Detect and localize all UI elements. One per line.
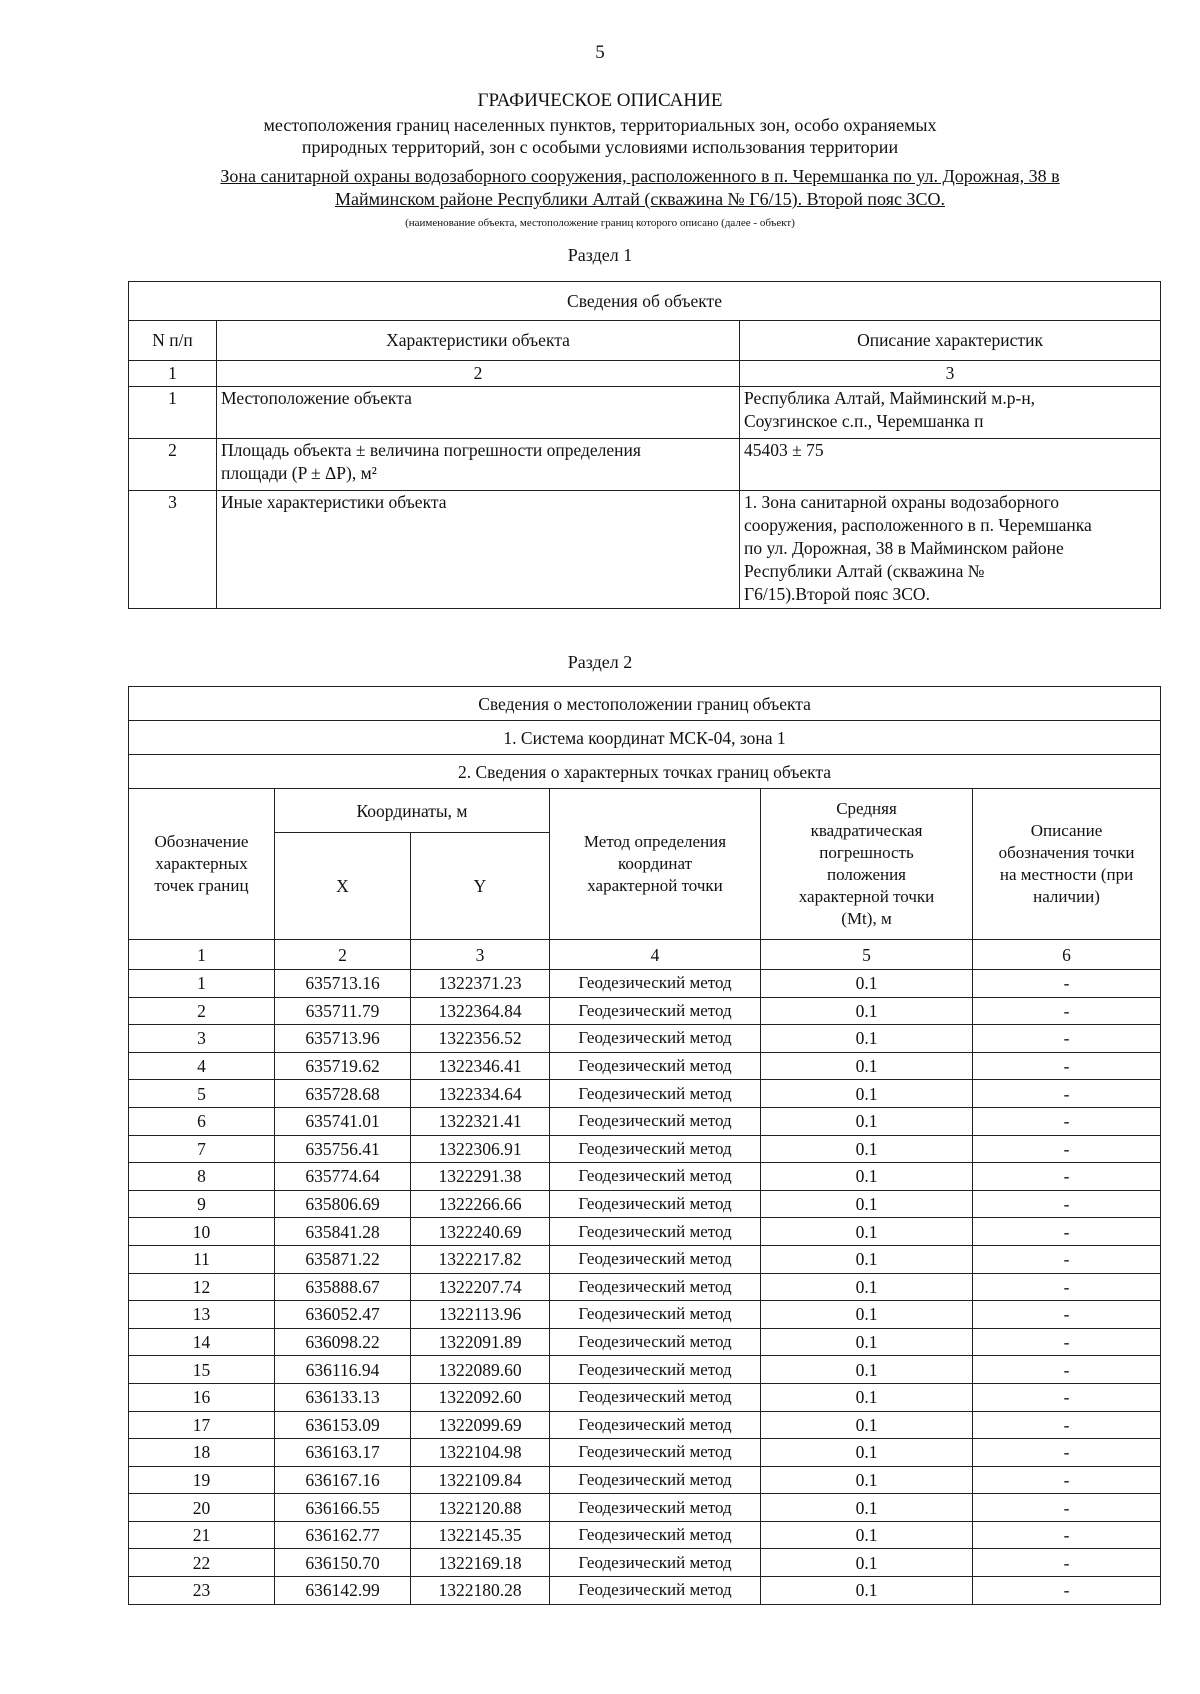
- coord-x: 635713.96: [275, 1025, 411, 1053]
- table-row: [129, 1025, 1161, 1053]
- mean-error: 0.1: [761, 1025, 973, 1053]
- column-number: 1: [129, 940, 275, 970]
- text-line: положения: [826, 865, 906, 884]
- coord-y: 1322091.89: [411, 1328, 550, 1356]
- point-description: -: [973, 1135, 1161, 1163]
- table-row: [129, 1411, 1161, 1439]
- coord-x: 635756.41: [275, 1135, 411, 1163]
- method: Геодезический метод: [550, 1411, 761, 1439]
- text-line: сооружения, расположенного в п. Черемшанка: [744, 515, 1092, 535]
- text-line: Обозначение: [154, 832, 249, 851]
- text-line: координат: [617, 854, 693, 873]
- table-row: [129, 439, 1161, 491]
- header-description: [973, 789, 1161, 940]
- text-line: характерных: [155, 854, 248, 873]
- coord-y: 1322145.35: [411, 1521, 550, 1549]
- text-line: Описание: [1030, 821, 1103, 840]
- row-number: 1: [129, 387, 217, 439]
- table-row: [129, 387, 1161, 439]
- column-header: N п/п: [129, 321, 217, 361]
- text-line: квадратическая: [810, 821, 923, 840]
- point-description: -: [973, 1521, 1161, 1549]
- column-number: 3: [740, 361, 1161, 387]
- table-row: [129, 1466, 1161, 1494]
- method: Геодезический метод: [550, 1301, 761, 1329]
- mean-error: 0.1: [761, 1439, 973, 1467]
- text-line: 1. Зона санитарной охраны водозаборного: [744, 492, 1060, 512]
- coord-y: 1322104.98: [411, 1439, 550, 1467]
- coord-x: 636150.70: [275, 1549, 411, 1577]
- table-row: [129, 1301, 1161, 1329]
- coord-x: 636166.55: [275, 1494, 411, 1522]
- coord-y: 1322291.38: [411, 1163, 550, 1191]
- characteristic-description: 45403 ± 75: [740, 439, 1161, 491]
- coord-x: 636142.99: [275, 1577, 411, 1605]
- point-description: -: [973, 1328, 1161, 1356]
- mean-error: 0.1: [761, 1494, 973, 1522]
- table-row: [129, 1328, 1161, 1356]
- header-method: [550, 789, 761, 940]
- coordinate-system: 1. Система координат МСК-04, зона 1: [129, 721, 1161, 755]
- text-line: точек границ: [154, 876, 249, 895]
- table-row: [129, 1190, 1161, 1218]
- header-x: X: [275, 833, 411, 940]
- object-name-hint: (наименование объекта, местоположение границ которого описано (далее - объект): [405, 217, 795, 229]
- point-description: -: [973, 1245, 1161, 1273]
- point-number: 2: [129, 997, 275, 1025]
- coord-x: 635888.67: [275, 1273, 411, 1301]
- characteristic: Иные характеристики объекта: [217, 491, 740, 609]
- coord-y: 1322120.88: [411, 1494, 550, 1522]
- mean-error: 0.1: [761, 970, 973, 998]
- column-number: 2: [217, 361, 740, 387]
- characteristic: Местоположение объекта: [217, 387, 740, 439]
- text-line: Соузгинское с.п., Черемшанка п: [744, 411, 984, 431]
- mean-error: 0.1: [761, 1080, 973, 1108]
- coord-y: 1322207.74: [411, 1273, 550, 1301]
- method: Геодезический метод: [550, 970, 761, 998]
- coord-y: 1322240.69: [411, 1218, 550, 1246]
- coord-x: 636116.94: [275, 1356, 411, 1384]
- text-line: Республика Алтай, Майминский м.р-н,: [744, 388, 1036, 408]
- method: Геодезический метод: [550, 1107, 761, 1135]
- table-row: [129, 997, 1161, 1025]
- coord-y: 1322266.66: [411, 1190, 550, 1218]
- method: Геодезический метод: [550, 1135, 761, 1163]
- method: Геодезический метод: [550, 1245, 761, 1273]
- coord-y: 1322356.52: [411, 1025, 550, 1053]
- method: Геодезический метод: [550, 1080, 761, 1108]
- method: Геодезический метод: [550, 1163, 761, 1191]
- table-row: [129, 1356, 1161, 1384]
- table-row: [129, 1273, 1161, 1301]
- method: Геодезический метод: [550, 1273, 761, 1301]
- document-subtitle: [0, 114, 1200, 158]
- mean-error: 0.1: [761, 1328, 973, 1356]
- row-number: 2: [129, 439, 217, 491]
- coord-y: 1322089.60: [411, 1356, 550, 1384]
- coord-x: 635741.01: [275, 1107, 411, 1135]
- object-info-table: [128, 281, 1161, 609]
- characteristic-description: [740, 491, 1161, 609]
- coord-x: 635711.79: [275, 997, 411, 1025]
- mean-error: 0.1: [761, 1273, 973, 1301]
- mean-error: 0.1: [761, 1218, 973, 1246]
- point-number: 11: [129, 1245, 275, 1273]
- column-number: 3: [411, 940, 550, 970]
- point-number: 21: [129, 1521, 275, 1549]
- text-line: Республики Алтай (скважина №: [744, 561, 985, 581]
- text-line: Метод определения: [583, 832, 727, 851]
- text-line: погрешность: [819, 843, 914, 862]
- point-number: 20: [129, 1494, 275, 1522]
- table-row: [129, 970, 1161, 998]
- method: Геодезический метод: [550, 997, 761, 1025]
- boundary-table-title: Сведения о местоположении границ объекта: [129, 687, 1161, 721]
- subtitle-line: местоположения границ населенных пунктов, территориальных зон, особо охраняемых: [263, 115, 937, 135]
- text-line: площади (P ± ΔP), м²: [221, 463, 377, 483]
- point-description: -: [973, 1080, 1161, 1108]
- subtitle-line: природных территорий, зон с особыми условиями использования территории: [301, 137, 899, 157]
- method: Геодезический метод: [550, 1577, 761, 1605]
- column-number: 5: [761, 940, 973, 970]
- text-line: на местности (при: [999, 865, 1134, 884]
- method: Геодезический метод: [550, 1466, 761, 1494]
- point-number: 13: [129, 1301, 275, 1329]
- mean-error: 0.1: [761, 1135, 973, 1163]
- table-row: [129, 1218, 1161, 1246]
- point-description: -: [973, 1301, 1161, 1329]
- method: Геодезический метод: [550, 1052, 761, 1080]
- coord-x: 635806.69: [275, 1190, 411, 1218]
- mean-error: 0.1: [761, 1245, 973, 1273]
- coord-x: 636133.13: [275, 1383, 411, 1411]
- point-description: -: [973, 1163, 1161, 1191]
- point-number: 10: [129, 1218, 275, 1246]
- column-header: Характеристики объекта: [217, 321, 740, 361]
- coord-y: 1322321.41: [411, 1107, 550, 1135]
- coord-x: 635728.68: [275, 1080, 411, 1108]
- coord-y: 1322092.60: [411, 1383, 550, 1411]
- mean-error: 0.1: [761, 1383, 973, 1411]
- coord-y: 1322099.69: [411, 1411, 550, 1439]
- table-row: [129, 1163, 1161, 1191]
- point-number: 7: [129, 1135, 275, 1163]
- point-number: 15: [129, 1356, 275, 1384]
- coord-x: 636098.22: [275, 1328, 411, 1356]
- object-name-line: Майминском районе Республики Алтай (скважина № Г6/15). Второй пояс ЗСО.: [335, 189, 945, 209]
- table-row: [129, 1577, 1161, 1605]
- coord-y: 1322371.23: [411, 970, 550, 998]
- point-description: -: [973, 1494, 1161, 1522]
- point-description: -: [973, 1107, 1161, 1135]
- mean-error: 0.1: [761, 1577, 973, 1605]
- mean-error: 0.1: [761, 1190, 973, 1218]
- method: Геодезический метод: [550, 1190, 761, 1218]
- point-number: 5: [129, 1080, 275, 1108]
- point-number: 4: [129, 1052, 275, 1080]
- coord-y: 1322217.82: [411, 1245, 550, 1273]
- method: Геодезический метод: [550, 1549, 761, 1577]
- point-number: 19: [129, 1466, 275, 1494]
- point-number: 12: [129, 1273, 275, 1301]
- point-description: -: [973, 970, 1161, 998]
- point-number: 14: [129, 1328, 275, 1356]
- mean-error: 0.1: [761, 1356, 973, 1384]
- characteristic-description: [740, 387, 1161, 439]
- object-name-line: Зона санитарной охраны водозаборного сооружения, расположенного в п. Черемшанка по ул. Дорожная, 38 в: [220, 166, 1060, 186]
- coord-x: 635841.28: [275, 1218, 411, 1246]
- method: Геодезический метод: [550, 1439, 761, 1467]
- section2-title: Раздел 2: [567, 652, 633, 672]
- table-row: [129, 1107, 1161, 1135]
- table-row: [129, 491, 1161, 609]
- coord-y: 1322364.84: [411, 997, 550, 1025]
- point-description: -: [973, 1411, 1161, 1439]
- point-number: 3: [129, 1025, 275, 1053]
- object-name: [150, 165, 1130, 211]
- point-description: -: [973, 1549, 1161, 1577]
- coord-x: 635719.62: [275, 1052, 411, 1080]
- coord-y: 1322306.91: [411, 1135, 550, 1163]
- coord-x: 636153.09: [275, 1411, 411, 1439]
- point-number: 6: [129, 1107, 275, 1135]
- mean-error: 0.1: [761, 1411, 973, 1439]
- boundary-points-table: [128, 686, 1161, 1605]
- point-description: -: [973, 1273, 1161, 1301]
- table-row: [129, 1549, 1161, 1577]
- point-description: -: [973, 1025, 1161, 1053]
- point-number: 16: [129, 1383, 275, 1411]
- coord-x: 636163.17: [275, 1439, 411, 1467]
- coord-x: 636162.77: [275, 1521, 411, 1549]
- section1-title: Раздел 1: [567, 245, 633, 265]
- coord-x: 636052.47: [275, 1301, 411, 1329]
- point-number: 8: [129, 1163, 275, 1191]
- column-header: Описание характеристик: [740, 321, 1161, 361]
- point-description: -: [973, 997, 1161, 1025]
- point-description: -: [973, 1439, 1161, 1467]
- text-line: (Mt), м: [841, 909, 892, 928]
- mean-error: 0.1: [761, 1301, 973, 1329]
- point-number: 1: [129, 970, 275, 998]
- table-row: [129, 1052, 1161, 1080]
- mean-error: 0.1: [761, 1549, 973, 1577]
- text-line: характерной точки: [587, 876, 723, 895]
- text-line: обозначения точки: [998, 843, 1135, 862]
- method: Геодезический метод: [550, 1328, 761, 1356]
- coord-x: 635713.16: [275, 970, 411, 998]
- point-number: 9: [129, 1190, 275, 1218]
- mean-error: 0.1: [761, 1163, 973, 1191]
- coord-y: 1322346.41: [411, 1052, 550, 1080]
- header-error: [761, 789, 973, 940]
- point-description: -: [973, 1383, 1161, 1411]
- table-row: [129, 1383, 1161, 1411]
- coord-y: 1322169.18: [411, 1549, 550, 1577]
- header-y: Y: [411, 833, 550, 940]
- coord-x: 635774.64: [275, 1163, 411, 1191]
- point-number: 22: [129, 1549, 275, 1577]
- points-title: 2. Сведения о характерных точках границ объекта: [129, 755, 1161, 789]
- table-row: [129, 1439, 1161, 1467]
- coord-y: 1322334.64: [411, 1080, 550, 1108]
- point-description: -: [973, 1190, 1161, 1218]
- point-description: -: [973, 1052, 1161, 1080]
- point-description: -: [973, 1356, 1161, 1384]
- column-number: 1: [129, 361, 217, 387]
- method: Геодезический метод: [550, 1383, 761, 1411]
- mean-error: 0.1: [761, 1107, 973, 1135]
- point-description: -: [973, 1577, 1161, 1605]
- mean-error: 0.1: [761, 997, 973, 1025]
- coord-y: 1322113.96: [411, 1301, 550, 1329]
- coord-x: 635871.22: [275, 1245, 411, 1273]
- coord-y: 1322180.28: [411, 1577, 550, 1605]
- method: Геодезический метод: [550, 1521, 761, 1549]
- point-number: 18: [129, 1439, 275, 1467]
- table-row: [129, 1521, 1161, 1549]
- point-description: -: [973, 1218, 1161, 1246]
- object-info-title: Сведения об объекте: [129, 282, 1161, 321]
- row-number: 3: [129, 491, 217, 609]
- table-row: [129, 1135, 1161, 1163]
- mean-error: 0.1: [761, 1466, 973, 1494]
- column-number: 2: [275, 940, 411, 970]
- text-line: наличии): [1033, 887, 1100, 906]
- text-line: Средняя: [836, 799, 897, 818]
- table-row: [129, 1494, 1161, 1522]
- point-number: 23: [129, 1577, 275, 1605]
- table-row: [129, 1080, 1161, 1108]
- point-number: 17: [129, 1411, 275, 1439]
- page-number: 5: [595, 42, 605, 63]
- header-coordinates: Координаты, м: [275, 789, 550, 833]
- text-line: Площадь объекта ± величина погрешности определения: [221, 440, 641, 460]
- method: Геодезический метод: [550, 1356, 761, 1384]
- point-description: -: [973, 1466, 1161, 1494]
- text-line: по ул. Дорожная, 38 в Майминском районе: [744, 538, 1064, 558]
- method: Геодезический метод: [550, 1494, 761, 1522]
- document-title: ГРАФИЧЕСКОЕ ОПИСАНИЕ: [477, 90, 723, 111]
- table-row: [129, 1245, 1161, 1273]
- coord-x: 636167.16: [275, 1466, 411, 1494]
- column-number: 6: [973, 940, 1161, 970]
- method: Геодезический метод: [550, 1025, 761, 1053]
- coord-y: 1322109.84: [411, 1466, 550, 1494]
- method: Геодезический метод: [550, 1218, 761, 1246]
- header-point-label: [129, 789, 275, 940]
- characteristic: [217, 439, 740, 491]
- column-number: 4: [550, 940, 761, 970]
- text-line: Г6/15).Второй пояс ЗСО.: [744, 584, 930, 604]
- mean-error: 0.1: [761, 1521, 973, 1549]
- text-line: характерной точки: [798, 887, 935, 906]
- mean-error: 0.1: [761, 1052, 973, 1080]
